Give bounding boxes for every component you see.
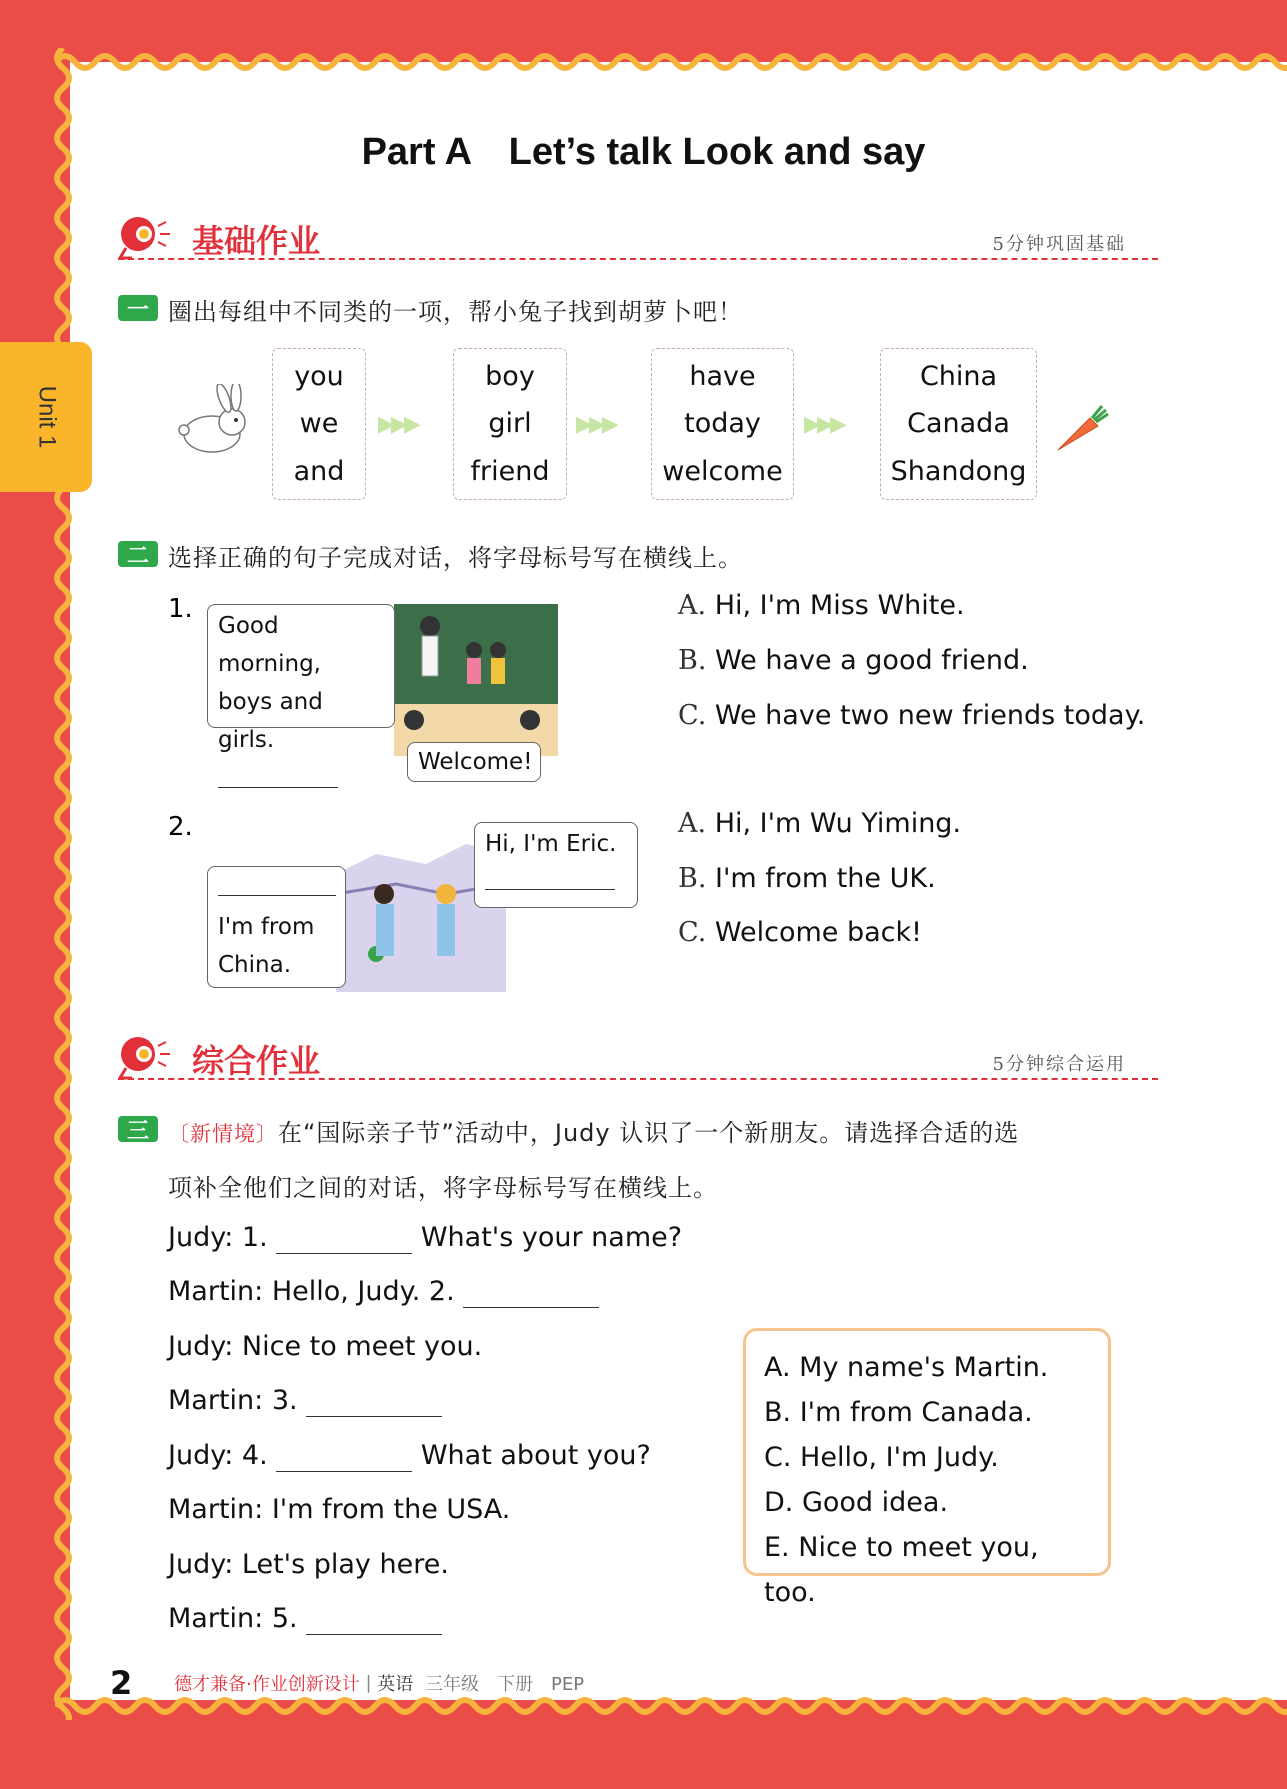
word-group-3 [651, 348, 794, 500]
option-c[interactable] [764, 1435, 1090, 1480]
dialogue-line: Martin: I'm from the USA. [168, 1494, 511, 1525]
option-text: I'm from Canada. [799, 1397, 1033, 1428]
rabbit-illustration [162, 384, 250, 464]
option-text: Nice to meet you, too. [764, 1532, 1039, 1608]
option-letter: A. [764, 1352, 791, 1383]
option-letter: A. [678, 590, 707, 621]
bubble-text-line: Good morning, [218, 613, 321, 677]
option-c[interactable] [678, 700, 1145, 731]
word-option[interactable]: welcome [662, 455, 783, 487]
option-letter: C. [678, 700, 707, 731]
option-text: Good idea. [801, 1487, 949, 1518]
option-letter: B. [764, 1397, 792, 1428]
dialogue-text: Judy: 1. [168, 1222, 268, 1253]
answer-blank[interactable] [485, 863, 615, 890]
option-a[interactable] [678, 590, 965, 621]
word-group-4 [880, 348, 1037, 500]
option-b[interactable] [678, 863, 936, 894]
option-text: Hi, I'm Miss White. [714, 590, 965, 621]
dialogue-text: Judy: 4. [168, 1440, 268, 1471]
word-option[interactable]: girl [488, 408, 532, 440]
option-letter: E. [764, 1532, 790, 1563]
speech-bubble-welcome: Welcome! [407, 742, 541, 782]
option-letter: A. [678, 808, 707, 839]
bubble-text-line: China. [218, 952, 292, 978]
option-d[interactable] [764, 1480, 1090, 1525]
page-footer: 2 德才兼备·作业创新设计 | 英语 三年级 下册 PEP [110, 1664, 585, 1702]
option-letter: B. [678, 863, 707, 894]
q3-instruction-line2: 项补全他们之间的对话，将字母标号写在横线上。 [168, 1174, 718, 1202]
wavy-border-left [50, 48, 76, 1720]
dialogue-line: Judy: Nice to meet you. [168, 1331, 483, 1362]
answer-blank[interactable] [306, 1385, 442, 1417]
q1-instruction: 圈出每组中不同类的一项，帮小兔子找到胡萝卜吧！ [168, 298, 743, 326]
section-header-basic [118, 216, 1158, 270]
question-badge-2: 二 [118, 541, 158, 567]
speech-bubble-teacher [207, 604, 395, 753]
option-text: Hi, I'm Wu Yiming. [714, 808, 962, 839]
option-b[interactable] [678, 645, 1029, 676]
word-option[interactable]: have [689, 361, 756, 393]
q3-instruction-line1 [168, 1113, 1019, 1148]
option-letter: C. [764, 1442, 792, 1473]
word-option[interactable]: China [919, 361, 998, 393]
dialogue-text: Martin: 3. [168, 1385, 298, 1416]
dialogue-text: Martin: 5. [168, 1603, 298, 1634]
section-header-comprehensive [118, 1036, 1158, 1090]
option-letter: D. [764, 1487, 794, 1518]
section-note: 5分钟综合运用 [992, 1054, 1126, 1075]
option-a[interactable] [678, 808, 961, 839]
answer-blank[interactable] [218, 759, 338, 788]
page-number: 2 [110, 1664, 133, 1702]
option-letter: C. [678, 917, 707, 948]
option-text: I'm from the UK. [715, 863, 936, 894]
question-badge-3: 三 [118, 1116, 158, 1142]
option-c[interactable] [678, 917, 922, 948]
word-option[interactable]: Canada [907, 408, 1010, 440]
dialogue-line [168, 1440, 651, 1472]
word-option[interactable]: friend [470, 455, 550, 487]
dialogue-text: What about you? [420, 1440, 651, 1471]
word-option[interactable]: and [293, 455, 345, 487]
dialogue-text: What's your name? [420, 1222, 683, 1253]
speech-bubble-china [207, 866, 346, 988]
option-text: Hello, I'm Judy. [800, 1442, 999, 1473]
unit-tab-label: Unit 1 [32, 385, 60, 449]
options-box [743, 1328, 1111, 1608]
q3-instruction-text: 在“国际亲子节”活动中，Judy 认识了一个新朋友。请选择合适的选 [278, 1119, 1020, 1147]
bubble-text-line: Hi, I'm Eric. [485, 831, 617, 857]
option-text: My name's Martin. [799, 1352, 1049, 1383]
word-option[interactable]: boy [485, 361, 535, 393]
word-option[interactable]: you [294, 361, 344, 393]
item-number: 2. [168, 812, 193, 842]
answer-blank[interactable] [276, 1440, 412, 1472]
speech-bubble-eric [474, 822, 638, 908]
section-divider [118, 1078, 1158, 1080]
answer-blank[interactable] [276, 1222, 412, 1254]
page-title: Part A Let’s talk Look and say [361, 131, 926, 173]
word-option[interactable]: today [684, 408, 761, 440]
option-text: Welcome back! [714, 917, 922, 948]
arrow-icon: ▶▶▶ [378, 412, 417, 437]
option-e[interactable] [764, 1525, 1090, 1615]
dialogue-line: Judy: Let's play here. [168, 1549, 449, 1580]
q2-instruction: 选择正确的句子完成对话，将字母标号写在横线上。 [168, 544, 743, 572]
answer-blank[interactable] [463, 1276, 599, 1308]
footer-grade: 三年级 下册 PEP [425, 1674, 585, 1695]
classroom-illustration [394, 604, 558, 756]
bubble-text-line: boys and girls. [218, 689, 323, 753]
footer-brand: 德才兼备·作业创新设计 [174, 1674, 360, 1695]
option-text: We have two new friends today. [714, 700, 1146, 731]
arrow-icon: ▶▶▶ [576, 412, 615, 437]
unit-tab[interactable] [0, 342, 92, 492]
answer-blank[interactable] [218, 869, 336, 896]
question-badge-1: 一 [118, 295, 158, 321]
carrot-icon [1050, 400, 1110, 456]
option-letter: B. [678, 645, 707, 676]
answer-blank[interactable] [306, 1603, 442, 1635]
word-group-1 [272, 348, 366, 500]
dialogue-line [168, 1222, 682, 1254]
footer-subject: 英语 [377, 1674, 414, 1695]
section-label: 基础作业 [192, 222, 321, 260]
option-a[interactable] [764, 1345, 1090, 1390]
item-number: 1. [168, 594, 193, 624]
bubble-text-line: I'm from [218, 914, 315, 940]
new-context-tag: 〔新情境〕 [168, 1122, 278, 1146]
section-label: 综合作业 [192, 1042, 321, 1080]
dialogue-line [168, 1603, 442, 1635]
word-group-2 [453, 348, 567, 500]
option-text: We have a good friend. [715, 645, 1029, 676]
word-option[interactable]: Shandong [890, 455, 1027, 487]
arrow-icon: ▶▶▶ [804, 412, 843, 437]
wavy-border-top [55, 48, 1287, 74]
dialogue-line [168, 1276, 599, 1308]
dialogue-text: Martin: Hello, Judy. 2. [168, 1276, 455, 1307]
option-b[interactable] [764, 1390, 1090, 1435]
section-note: 5分钟巩固基础 [992, 234, 1126, 255]
word-option[interactable]: we [299, 408, 339, 440]
dialogue-line [168, 1385, 442, 1417]
section-divider [118, 258, 1158, 260]
